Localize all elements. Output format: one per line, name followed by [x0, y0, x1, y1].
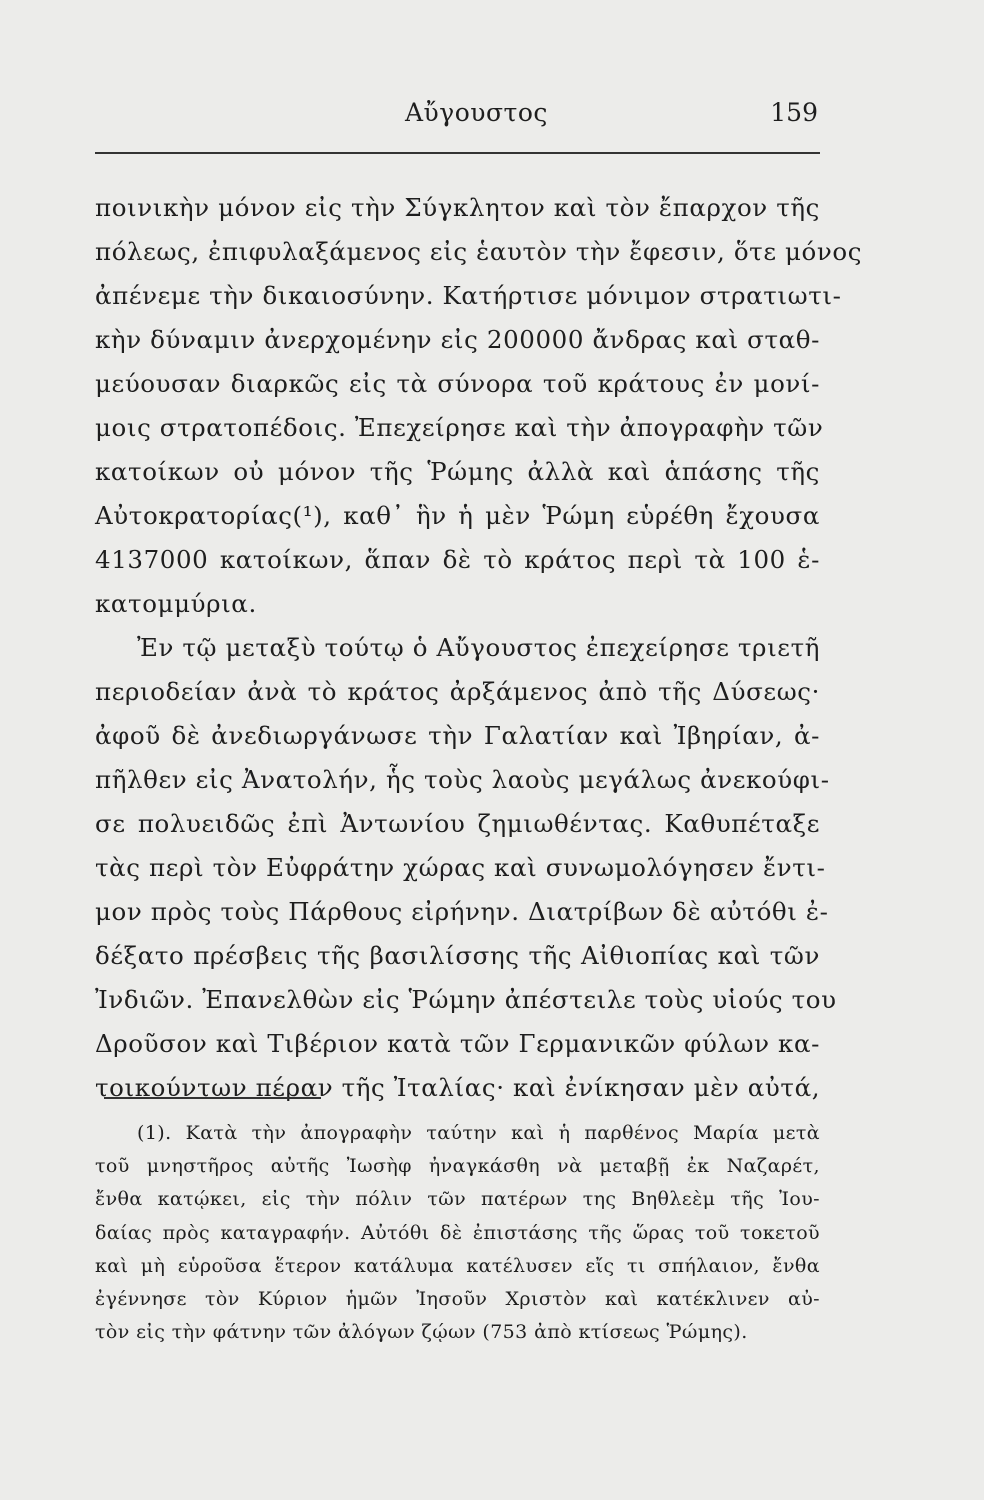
text-line: κατοίκων οὐ μόνον τῆς Ῥώμης ἀλλὰ καὶ ἁπάσης τῆς	[95, 457, 820, 486]
footnote-line: τοῦ μνηστῆρος αὐτῆς Ἰωσὴφ ἠναγκάσθη νὰ μεταβῇ ἐκ Ναζαρέτ,	[95, 1155, 820, 1178]
footnote-line: ἔνθα κατῴκει, εἰς τὴν πόλιν τῶν πατέρων της Βηθλεὲμ τῆς Ἰου-	[95, 1188, 820, 1211]
header-rule	[95, 152, 820, 154]
footnote-line: (1). Κατὰ τὴν ἀπογραφὴν ταύτην καὶ ἡ παρθένος Μαρία μετὰ	[137, 1122, 820, 1144]
text-line: Ἰνδιῶν. Ἐπανελθὼν εἰς Ῥώμην ἀπέστειλε τοὺς υἱούς του	[95, 985, 837, 1014]
text-line: Δροῦσον καὶ Τιβέριον κατὰ τῶν Γερμανικῶν φύλων κα-	[95, 1029, 820, 1058]
text-line: 4137000 κατοίκων, ἅπαν δὲ τὸ κράτος περὶ τὰ 100 ἑ-	[95, 545, 820, 574]
running-head: Αὔγουστος	[405, 98, 548, 127]
text-line: ποινικὴν μόνον εἰς τὴν Σύγκλητον καὶ τὸν ἔπαρχον τῆς	[95, 193, 820, 222]
text-line: σε πολυειδῶς ἐπὶ Ἀντωνίου ζημιωθέντας. Καθυπέταξε	[95, 809, 820, 838]
text-line: δέξατο πρέσβεις τῆς βασιλίσσης τῆς Αἰθιοπίας καὶ τῶν	[95, 941, 820, 970]
footnote-line: ἐγέννησε τὸν Κύριον ἡμῶν Ἰησοῦν Χριστὸν καὶ κατέκλινεν αὐ-	[95, 1287, 820, 1310]
page-number: 159	[770, 98, 818, 127]
text-line: ἀπένεμε τὴν δικαιοσύνην. Κατήρτισε μόνιμον στρατιωτι-	[95, 281, 842, 310]
text-line: μοις στρατοπέδοις. Ἐπεχείρησε καὶ τὴν ἀπογραφὴν τῶν	[95, 413, 824, 442]
text-line: τοικούντων πέραν τῆς Ἰταλίας· καὶ ἐνίκησαν μὲν αὐτά,	[95, 1073, 821, 1102]
footnote-line: καὶ μὴ εὑροῦσα ἕτερον κατάλυμα κατέλυσεν εἴς τι σπήλαιον, ἔνθα	[95, 1254, 820, 1277]
text-line: μον πρὸς τοὺς Πάρθους εἰρήνην. Διατρίβων δὲ αὐτόθι ἐ-	[95, 897, 829, 926]
footnote-line: δαίας πρὸς καταγραφήν. Αὐτόθι δὲ ἐπιστάσης τῆς ὥρας τοῦ τοκετοῦ	[95, 1221, 820, 1244]
text-line: κατομμύρια.	[95, 589, 257, 618]
footnote	[95, 1117, 820, 1349]
text-line: πῆλθεν εἰς Ἀνατολήν, ἧς τοὺς λαοὺς μεγάλως ἀνεκούφι-	[95, 765, 830, 794]
text-line: μεύουσαν διαρκῶς εἰς τὰ σύνορα τοῦ κράτους ἐν μονί-	[95, 369, 820, 398]
text-line: ἀφοῦ δὲ ἀνεδιωργάνωσε τὴν Γαλατίαν καὶ Ἰβηρίαν, ἀ-	[95, 721, 820, 750]
text-line: κὴν δύναμιν ἀνερχομένην εἰς 200000 ἄνδρας καὶ σταθ-	[95, 325, 820, 354]
text-line: Ἐν τῷ μεταξὺ τούτῳ ὁ Αὔγουστος ἐπεχείρησε τριετῆ	[137, 633, 820, 662]
footnote-rule	[104, 1097, 321, 1099]
text-line: Αὐτοκρατορίας(¹), καθ᾽ ἣν ἡ μὲν Ῥώμη εὑρέθη ἔχουσα	[95, 501, 820, 530]
footnote-line: τὸν εἰς τὴν φάτνην τῶν ἀλόγων ζῴων (753 ἀπὸ κτίσεως Ῥώμης).	[95, 1321, 748, 1344]
text-line: πόλεως, ἐπιφυλαξάμενος εἰς ἑαυτὸν τὴν ἔφεσιν, ὅτε μόνος	[95, 237, 863, 266]
body-text	[95, 186, 863, 1110]
text-line: τὰς περὶ τὸν Εὐφράτην χώρας καὶ συνωμολόγησεν ἔντι-	[95, 853, 826, 882]
page-header	[95, 98, 820, 138]
text-line: περιοδείαν ἀνὰ τὸ κράτος ἀρξάμενος ἀπὸ τῆς Δύσεως·	[95, 677, 820, 706]
